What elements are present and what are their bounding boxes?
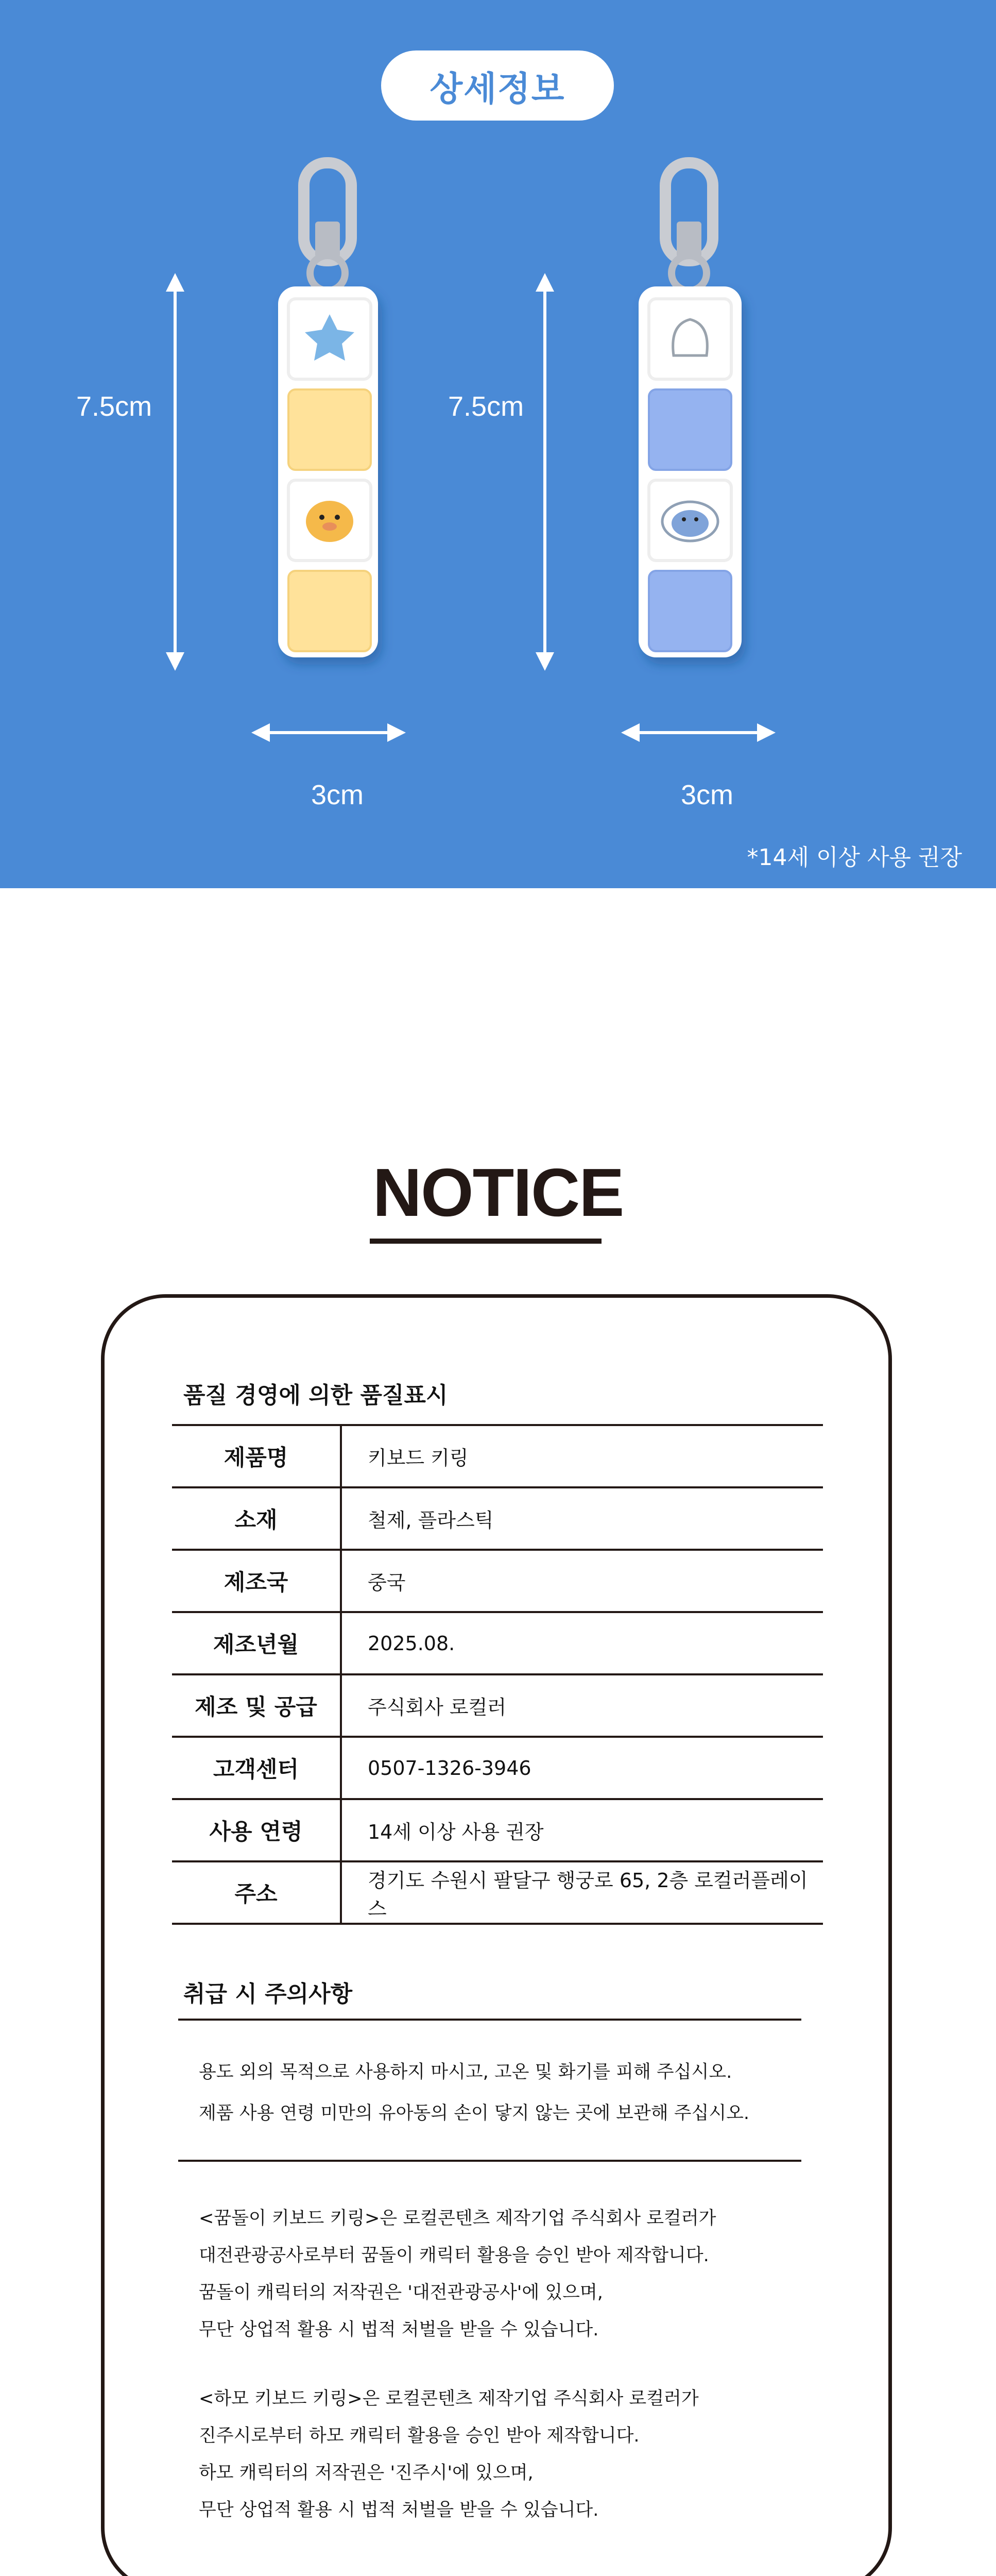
spec-label: 제품명 [172, 1425, 341, 1487]
table-row [172, 1674, 823, 1737]
spec-value: 주식회사 로컬러 [341, 1674, 823, 1737]
width-label-right: 3cm [681, 779, 734, 810]
clasp-icon [304, 163, 351, 291]
details-section [0, 0, 996, 888]
license-line: 꿈돌이 캐릭터의 저작권은 '대전관광공사'에 있으며, [199, 2282, 603, 2303]
spec-label: 사용 연령 [172, 1799, 341, 1861]
license-line: 진주시로부터 하모 캐릭터 활용을 승인 받아 제작합니다. [199, 2426, 640, 2446]
spec-value: 14세 이상 사용 권장 [341, 1799, 823, 1861]
spec-value: 0507-1326-3946 [341, 1737, 823, 1799]
spec-label: 제조국 [172, 1550, 341, 1612]
keychain-left [278, 163, 378, 657]
table-row [172, 1737, 823, 1799]
quality-heading: 품질 경영에 의한 품질표시 [183, 1382, 448, 1409]
license-line: 무단 상업적 활용 시 법적 처벌을 받을 수 있습니다. [199, 2319, 599, 2340]
divider [178, 2019, 801, 2021]
table-row [172, 1487, 823, 1550]
height-label-right: 7.5cm [448, 391, 524, 422]
kkumdori-character-icon [306, 501, 353, 542]
license-line: <하모 키보드 키링>은 로컬콘텐츠 제작기업 주식회사 로컬러가 [199, 2388, 699, 2409]
caution-heading: 취급 시 주의사항 [183, 1981, 353, 2007]
spec-label: 소재 [172, 1487, 341, 1550]
spec-value: 중국 [341, 1550, 823, 1612]
table-row [172, 1612, 823, 1674]
spec-value: 키보드 키링 [341, 1425, 823, 1487]
license-line: <꿈돌이 키보드 키링>은 로컬콘텐츠 제작기업 주식회사 로컬러가 [199, 2208, 716, 2229]
license-line: 대전관광공사로부터 꿈돌이 캐릭터 활용을 승인 받아 제작합니다. [199, 2245, 709, 2266]
caution-line: 제품 사용 연령 미만의 유아동의 손이 닿지 않는 곳에 보관해 주십시오. [199, 2103, 750, 2124]
width-label-left: 3cm [311, 779, 364, 810]
clasp-icon [665, 163, 713, 291]
table-row [172, 1425, 823, 1487]
table-row [172, 1861, 823, 1924]
notice-title: NOTICE [372, 1155, 624, 1230]
spec-label: 제조 및 공급 [172, 1674, 341, 1737]
spec-label: 주소 [172, 1861, 341, 1924]
spec-value: 철제, 플라스틱 [341, 1487, 823, 1550]
height-label-left: 7.5cm [76, 391, 152, 422]
spec-table [172, 1424, 823, 1925]
table-row [172, 1799, 823, 1861]
license-line: 하모 캐릭터의 저작권은 '진주시'에 있으며, [199, 2463, 534, 2483]
license-line: 무단 상업적 활용 시 법적 처벌을 받을 수 있습니다. [199, 2500, 599, 2520]
age-recommendation-note: *14세 이상 사용 권장 [747, 844, 962, 871]
table-row [172, 1550, 823, 1612]
spec-value: 경기도 수원시 팔달구 행궁로 65, 2층 로컬러플레이스 [341, 1861, 823, 1924]
spec-value: 2025.08. [341, 1612, 823, 1674]
divider [178, 2160, 801, 2162]
notice-underline [370, 1239, 602, 1244]
spec-label: 제조년월 [172, 1612, 341, 1674]
keychain-right [639, 163, 742, 657]
hamo-character-icon [662, 502, 718, 541]
caution-line: 용도 외의 목적으로 사용하지 마시고, 고온 및 화기를 피해 주십시오. [199, 2062, 732, 2082]
spec-label: 고객센터 [172, 1737, 341, 1799]
details-title: 상세정보 [381, 50, 614, 121]
keychain-illustration [0, 0, 996, 888]
